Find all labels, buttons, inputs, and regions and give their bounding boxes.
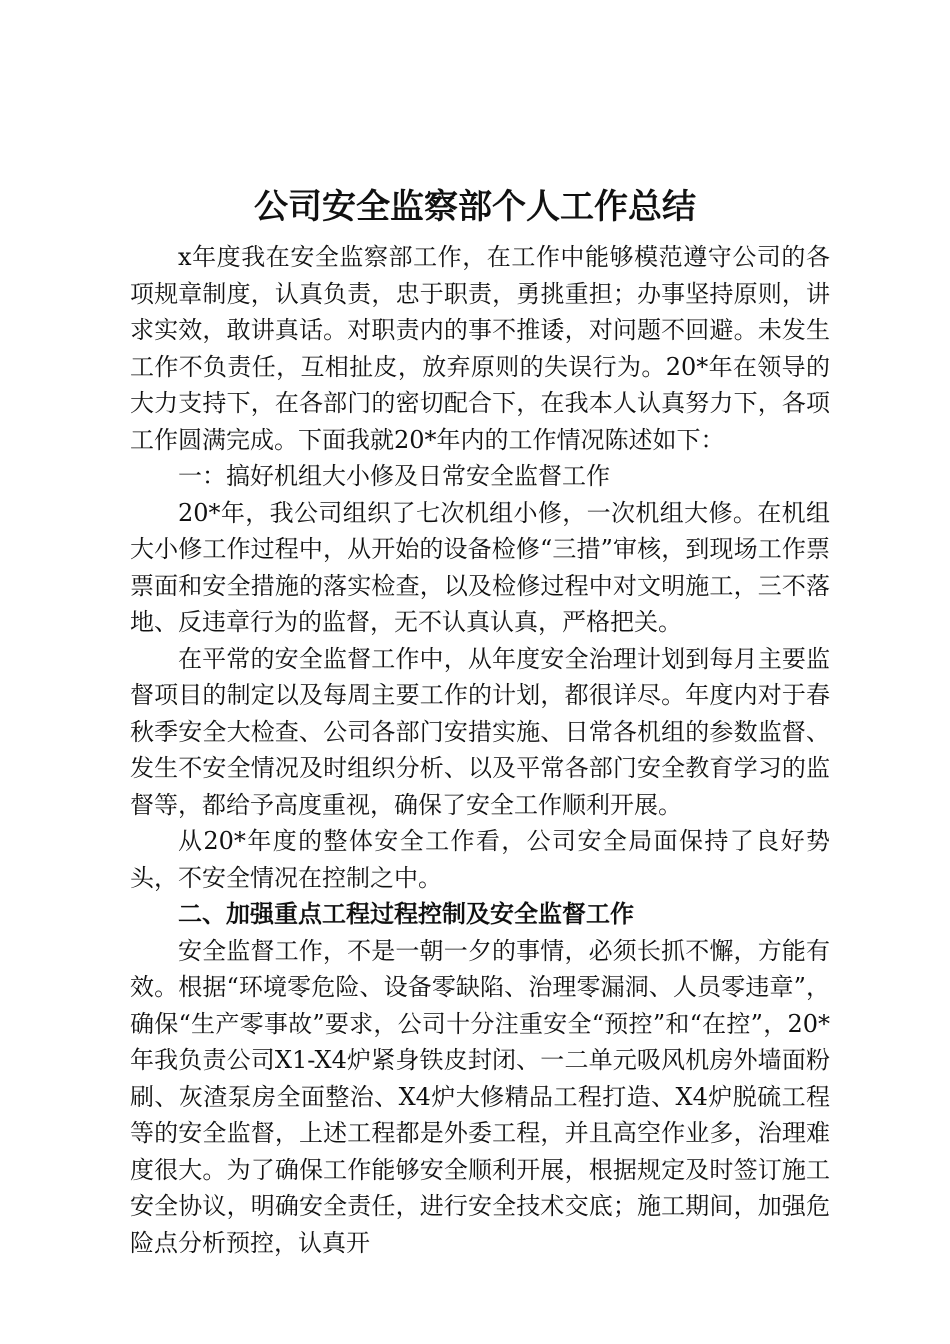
paragraph-overhaul: 20*年，我公司组织了七次机组小修，一次机组大修。在机组大小修工作过程中，从开始的设备检修“三措”审核，到现场工作票票面和安全措施的落实检查，以及检修过程中对文明施工，三不落地、反违章行为的监督，无不认真认真，严格把关。 bbox=[130, 498, 830, 636]
paragraph-overall-safety: 从20*年度的整体安全工作看，公司安全局面保持了良好势头，不安全情况在控制之中。 bbox=[130, 827, 830, 892]
paragraph-intro: x年度我在安全监察部工作，在工作中能够模范遵守公司的各项规章制度，认真负责，忠于职责，勇挑重担；办事坚持原则，讲求实效，敢讲真话。对职责内的事不推诿，对问题不回避。未发生工作不负责任，互相扯皮，放弃原则的失误行为。20*年在领导的大力支持下，在各部门的密切配合下，在我本人认真努力下，各项工作圆满完成。下面我就20*年内的工作情况陈述如下： bbox=[130, 243, 830, 454]
section-heading-1: 一：搞好机组大小修及日常安全监督工作 bbox=[178, 462, 610, 490]
paragraph-daily-supervision: 在平常的安全监督工作中，从年度安全治理计划到每月主要监督项目的制定以及每周主要工作的计划，都很详尽。年度内对于春秋季安全大检查、公司各部门安措实施、日常各机组的参数监督、发生不安全情况及时组织分析、以及平常各部门安全教育学习的监督等，都给予高度重视，确保了安全工作顺利开展。 bbox=[130, 644, 830, 819]
section-heading-2: 二、加强重点工程过程控制及安全监督工作 bbox=[178, 900, 634, 928]
document-body bbox=[130, 239, 830, 1261]
document-title: 公司安全监察部个人工作总结 bbox=[254, 187, 696, 227]
paragraph-key-projects: 安全监督工作，不是一朝一夕的事情，必须长抓不懈，方能有效。根据“环境零危险、设备零缺陷、治理零漏洞、人员零违章”，确保“生产零事故”要求，公司十分注重安全“预控”和“在控”，20*年我负责公司X1-X4炉紧身铁皮封闭、一二单元吸风机房外墙面粉刷、灰渣泵房全面整治、X4炉大修精品工程打造、X4炉脱硫工程等的安全监督，上述工程都是外委工程，并且高空作业多，治理难度很大。为了确保工作能够安全顺利开展，根据规定及时签订施工安全协议，明确安全责任，进行安全技术交底；施工期间，加强危险点分析预控，认真开 bbox=[130, 936, 830, 1257]
